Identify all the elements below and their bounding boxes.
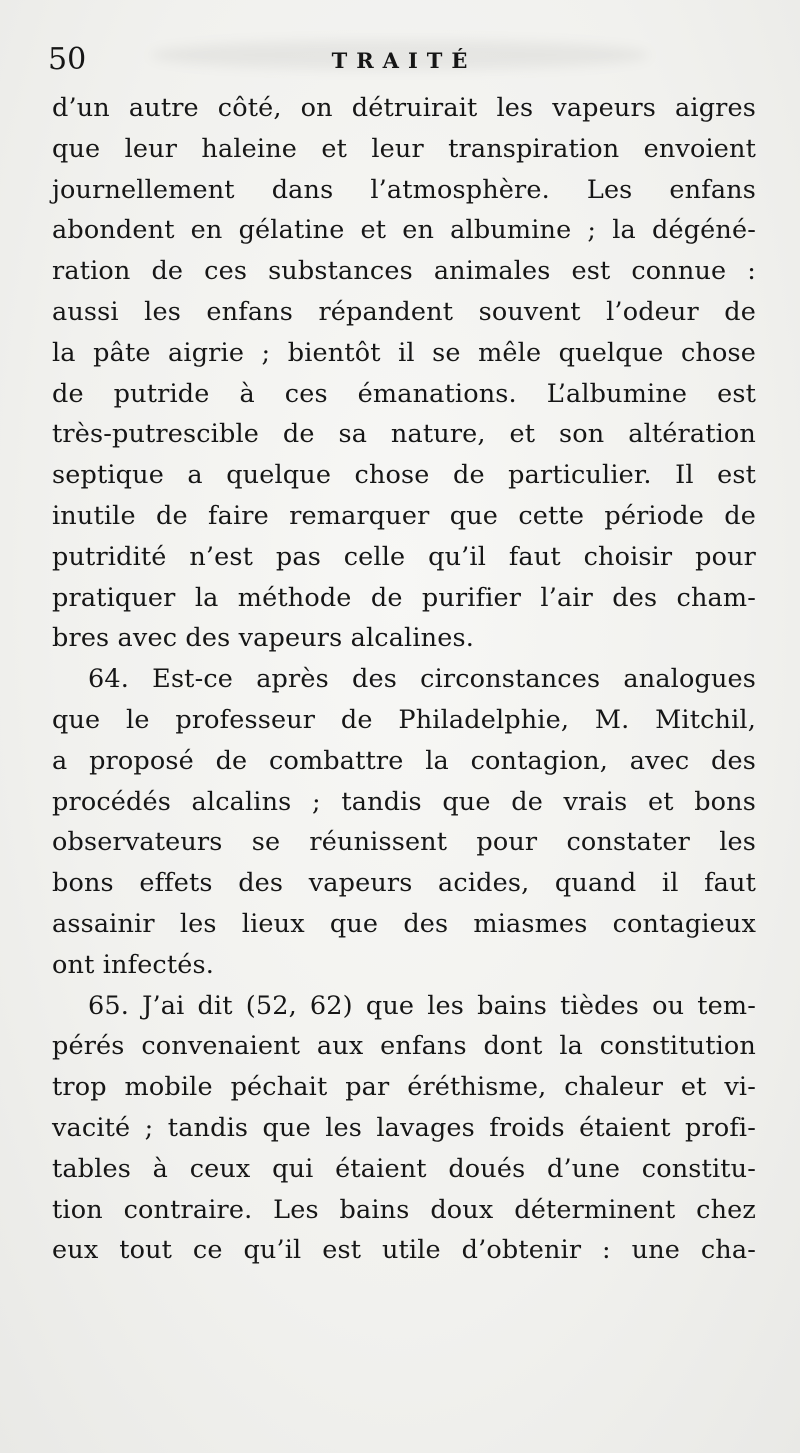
text-line: aussi les enfans répandent souvent l’odeur de: [52, 296, 756, 327]
text-line: procédés alcalins ; tandis que de vrais et bons: [52, 786, 756, 817]
text-line: assainir les lieux que des miasmes contagieux: [52, 908, 756, 939]
paragraph-65-first-line: 65. J’ai dit (52, 62) que les bains tièdes ou tem-: [88, 990, 756, 1021]
running-title: TRAITÉ: [331, 48, 477, 73]
text-line: trop mobile péchait par éréthisme, chaleur et vi-: [52, 1072, 756, 1103]
text-line: inutile de faire remarquer que cette période de: [52, 500, 756, 531]
text-line: tion contraire. Les bains doux déterminent chez: [52, 1194, 756, 1225]
text-line: septique a quelque chose de particulier. Il est: [52, 460, 756, 491]
text-line: de putride à ces émanations. L’albumine est: [52, 378, 756, 409]
text-line: bons effets des vapeurs acides, quand il faut: [52, 868, 756, 899]
text-line: eux tout ce qu’il est utile d’obtenir : une cha-: [52, 1235, 756, 1266]
text-line: que le professeur de Philadelphie, M. Mitchil,: [52, 704, 756, 735]
body-text: [52, 88, 756, 1271]
paragraph-end-line: ont infectés.: [52, 949, 214, 980]
text-line: ration de ces substances animales est connue :: [52, 256, 756, 287]
text-line: tables à ceux qui étaient doués d’une constitu-: [52, 1153, 756, 1184]
text-line: abondent en gélatine et en albumine ; la dégéné-: [52, 215, 756, 246]
text-line: pratiquer la méthode de purifier l’air des cham-: [52, 582, 756, 613]
text-line: que leur haleine et leur transpiration envoient: [52, 133, 756, 164]
text-line: a proposé de combattre la contagion, avec des: [52, 745, 756, 776]
text-line: journellement dans l’atmosphère. Les enfans: [52, 174, 756, 205]
text-line: pérés convenaient aux enfans dont la constitution: [52, 1031, 756, 1062]
paragraph-end-line: bres avec des vapeurs alcalines.: [52, 623, 474, 654]
text-line: putridité n’est pas celle qu’il faut choisir pour: [52, 541, 756, 572]
text-line: observateurs se réunissent pour constater les: [52, 827, 756, 858]
running-head: [48, 40, 760, 80]
page-number: 50: [48, 42, 87, 77]
text-line: d’un autre côté, on détruirait les vapeurs aigres: [52, 93, 756, 123]
text-line: vacité ; tandis que les lavages froids étaient profi-: [52, 1112, 756, 1143]
paragraph-64-first-line: 64. Est-ce après des circonstances analogues: [88, 664, 756, 695]
text-line: la pâte aigrie ; bientôt il se mêle quelque chose: [52, 337, 756, 368]
text-line: très-putrescible de sa nature, et son altération: [52, 419, 756, 450]
